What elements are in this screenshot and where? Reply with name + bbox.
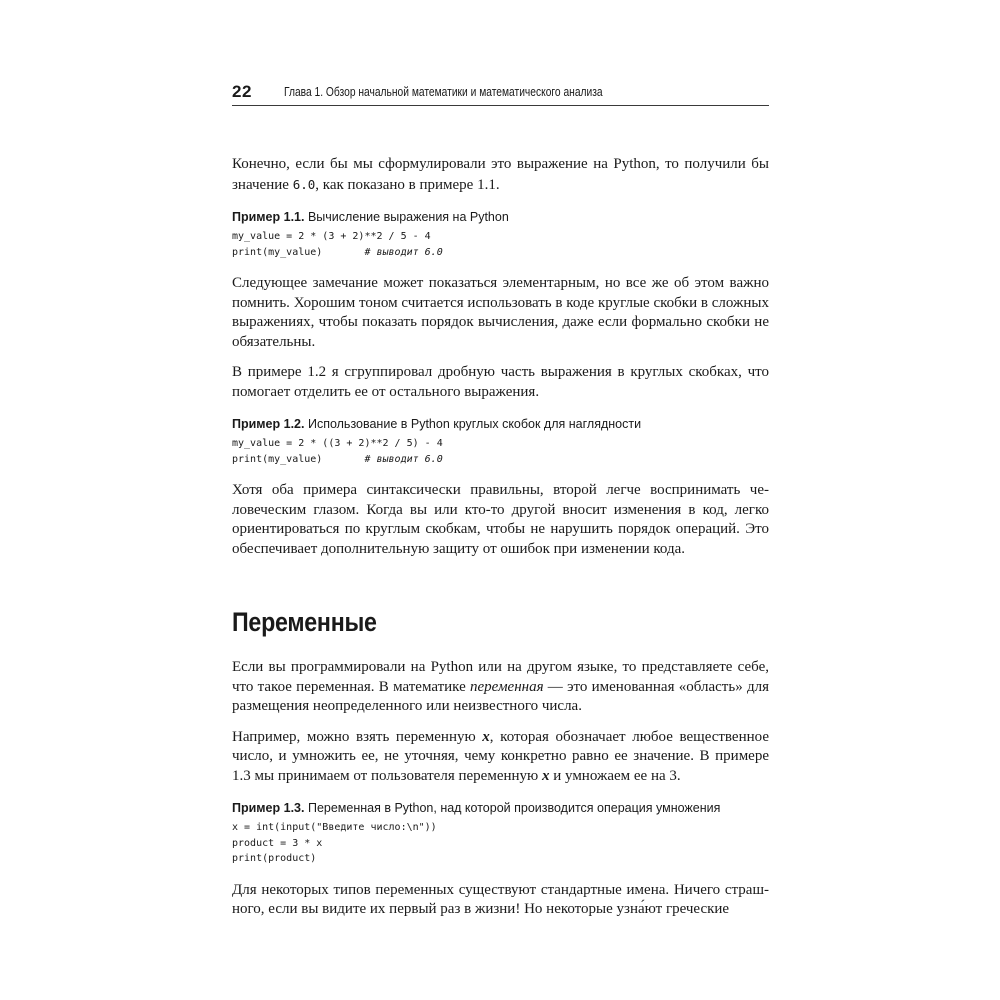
code-line: product = 3 * x [232, 837, 323, 849]
code-line: my_value = 2 * ((3 + 2)**2 / 5) - 4 [232, 438, 443, 449]
paragraph-7: Для некоторых типов переменных существуют стандартные имена. Ничего страшного, если вы видите их первый раз в жизни! Но некоторые узна́ют греческие [232, 881, 769, 917]
paragraph-2: Следующее замечание может показаться элементарным, но все же об этом важно помнить. Хорошим тоном считается использовать в коде круглые скобки в сложных выражениях, чтобы показать порядок вычисления, даже если формально скобки не обязательны. [232, 275, 769, 350]
running-header [232, 80, 769, 106]
p6-var-x: x [482, 728, 490, 745]
example-1-1-label: Пример 1.1. [232, 210, 305, 224]
example-1-1-title: Вычисление выражения на Python [307, 210, 509, 224]
code-line: my_value = 2 * (3 + 2)**2 / 5 - 4 [232, 231, 431, 242]
paragraph-3: В примере 1.2 я сгруппировал дробную часть выражения в круглых скобках, что помогает отделить ее от остального выражения. [232, 364, 769, 400]
example-1-3-title: Переменная в Python, над которой производится операция умножения [307, 801, 721, 815]
example-1-2-title: Использование в Python круглых скобок для наглядности [307, 417, 642, 431]
intro-text-1: Конечно, если бы мы сформулировали это выражение на Python, то получили бы значение [232, 156, 769, 193]
p6-var-x: x [541, 767, 550, 784]
p6-text-2: , которая обозначает любое вещественное число, и умножить ее, не уточняя, чему конкретно равно ее значение. В примере 1.3 мы принимаем от пользователя переменную [232, 728, 769, 784]
example-1-3-code [232, 820, 769, 867]
p5-text-1: Если вы программировали на Python или на другом языке, то представляете себе, что такое переменная. В математике [232, 659, 769, 695]
code-comment: # выводит 6.0 [364, 453, 443, 465]
paragraph-intro [232, 155, 769, 195]
example-1-2-code [232, 436, 769, 467]
chapter-title: Глава 1. Обзор начальной математики и математического анализа [284, 85, 603, 99]
p5-term: переменная [470, 678, 544, 695]
code-comment: # выводит 6.0 [364, 246, 443, 258]
paragraph-6 [232, 728, 769, 787]
example-1-3-caption [232, 801, 769, 815]
intro-text-2: , как показано в примере 1.1. [315, 176, 500, 193]
section-heading: Переменные [232, 607, 377, 637]
example-1-1-caption [232, 210, 769, 224]
page-number: 22 [232, 82, 252, 101]
example-1-2-caption [232, 417, 769, 431]
paragraph-5 [232, 658, 769, 717]
code-line: print(product) [232, 853, 317, 864]
book-page [232, 80, 769, 920]
inline-code: 6.0 [292, 176, 316, 192]
p6-text-3: и умножаем ее на 3. [549, 767, 681, 784]
example-1-2-label: Пример 1.2. [232, 417, 305, 431]
example-1-3-label: Пример 1.3. [232, 801, 305, 815]
example-1-1-code [232, 229, 769, 260]
paragraph-4: Хотя оба примера синтаксически правильны, второй легче воспринимать человеческим глазом. Когда вы или кто-то другой вносит изменения в код, легко ориентироваться по круглым скобкам, чтобы не нарушить порядок операций. Это обеспечивает дополнительную защиту от ошибок при изменении кода. [232, 482, 769, 557]
p6-text-1: Например, можно взять переменную [232, 728, 483, 745]
p5-text-2: — это именованная «область» для размещения неопределенного или неизвестного числа. [232, 678, 769, 714]
code-line: print(my_value) [232, 453, 365, 465]
code-line: x = int(input("Введите число:\n")) [232, 822, 437, 833]
code-line: print(my_value) [232, 246, 365, 258]
